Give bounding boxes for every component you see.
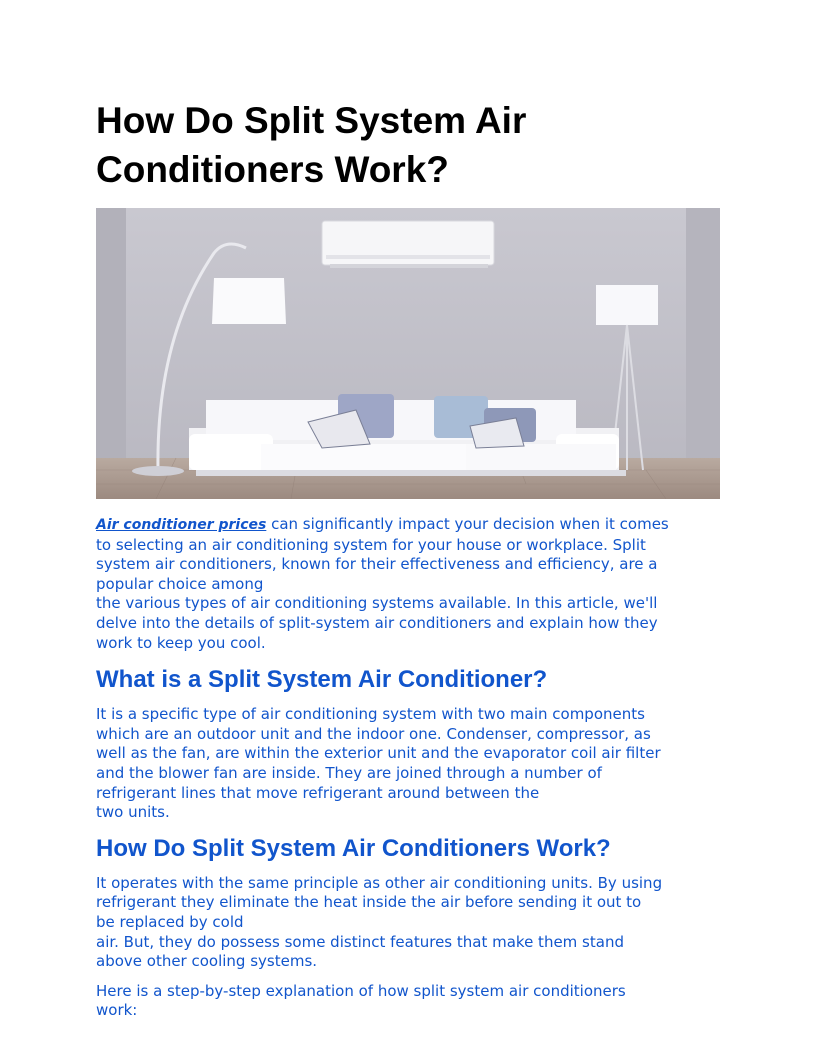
- intro-line-4: the various types of air conditioning systems available. In this article, we'll: [96, 594, 658, 613]
- page-title: How Do Split System Air Conditioners Work?: [96, 100, 527, 190]
- section2-line-0: It operates with the same principle as other air conditioning units. By using: [96, 873, 663, 892]
- section2b-line-1: work:: [96, 1001, 138, 1020]
- document-page: [96, 96, 720, 1021]
- section-heading-what-is: What is a Split System Air Conditioner?: [96, 666, 548, 694]
- section1-line-5: two units.: [96, 803, 170, 822]
- section2-line-2: be replaced by cold: [96, 912, 244, 931]
- section1-line-4: refrigerant lines that move refrigerant around between the: [96, 783, 540, 802]
- section2b-line-0: Here is a step-by-step explanation of how split system air conditioners: [96, 981, 626, 1000]
- intro-line-6: work to keep you cool.: [96, 633, 266, 652]
- intro-line-5: delve into the details of split-system air conditioners and explain how they: [96, 613, 658, 632]
- section2-line-3: air. But, they do possess some distinct features that make them stand: [96, 932, 624, 951]
- intro-line-1: to selecting an air conditioning system for your house or workplace. Split: [96, 535, 646, 554]
- intro-line-3: popular choice among: [96, 574, 264, 593]
- section1-line-2: well as the fan, are within the exterior unit and the evaporator coil air filter: [96, 744, 661, 763]
- section1-paragraph: [96, 705, 720, 823]
- section1-line-1: which are an outdoor unit and the indoor one. Condenser, compressor, as: [96, 724, 651, 743]
- intro-line-2: system air conditioners, known for their effectiveness and efficiency, are a: [96, 555, 658, 574]
- section1-line-3: and the blower fan are inside. They are joined through a number of: [96, 763, 602, 782]
- section2-paragraph-2: [96, 982, 720, 1021]
- section2-paragraph: [96, 874, 720, 972]
- air-conditioner-prices-link[interactable]: Air conditioner prices: [96, 517, 267, 533]
- intro-line-0: can significantly impact your decision when it comes: [266, 515, 669, 533]
- hero-image: [96, 208, 720, 499]
- section2-line-4: above other cooling systems.: [96, 952, 318, 971]
- intro-paragraph: [96, 515, 720, 653]
- section1-line-0: It is a specific type of air conditioning system with two main components: [96, 705, 645, 724]
- section-heading-how-work: How Do Split System Air Conditioners Work?: [96, 834, 611, 862]
- section2-line-1: refrigerant they eliminate the heat inside the air before sending it out to: [96, 893, 642, 912]
